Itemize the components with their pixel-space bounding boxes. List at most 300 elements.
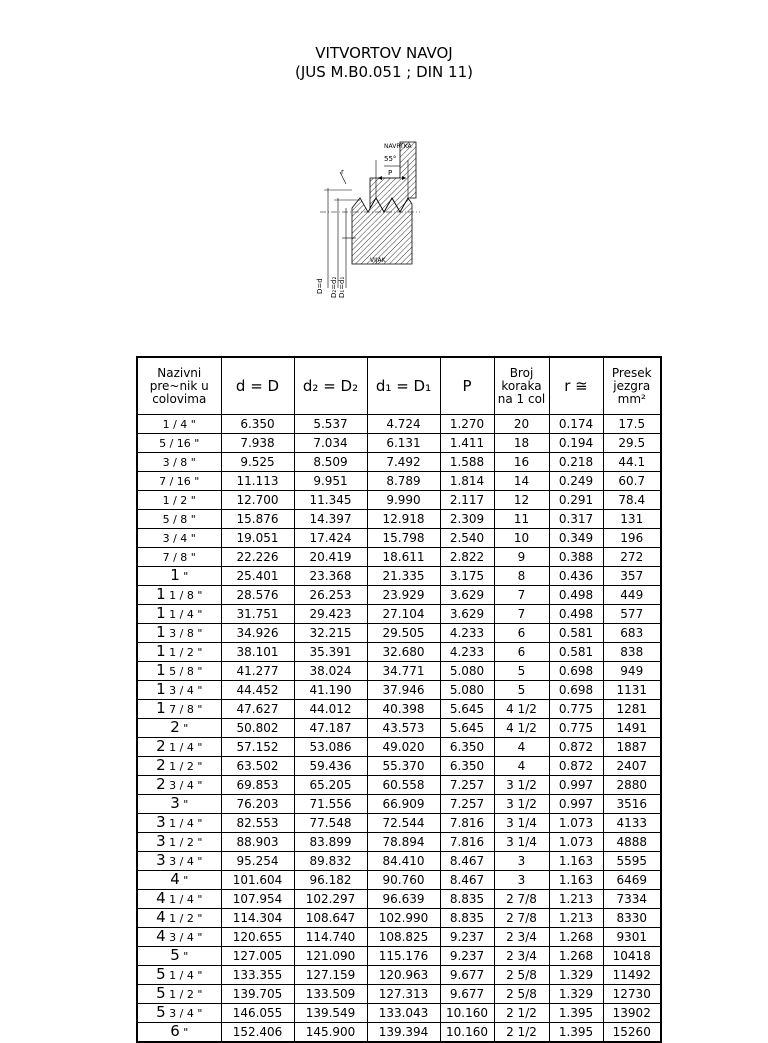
- cell-major-diameter: 57.152: [221, 738, 294, 757]
- table-row: [137, 871, 661, 890]
- cell-threads-per-inch: 2 3/4: [494, 947, 549, 966]
- nominal-whole: 2: [156, 737, 166, 755]
- cell-major-diameter: 34.926: [221, 624, 294, 643]
- cell-radius: 1.163: [549, 871, 603, 890]
- cell-threads-per-inch: 3: [494, 852, 549, 871]
- cell-pitch-diameter: 127.159: [294, 966, 367, 985]
- cell-minor-diameter: 96.639: [367, 890, 440, 909]
- cell-major-diameter: 31.751: [221, 605, 294, 624]
- cell-pitch-diameter: 38.024: [294, 662, 367, 681]
- cell-radius: 1.073: [549, 814, 603, 833]
- cell-radius: 0.775: [549, 700, 603, 719]
- cell-pitch: 8.835: [440, 890, 494, 909]
- cell-pitch: 3.629: [440, 586, 494, 605]
- cell-nominal-size: [137, 947, 221, 966]
- cell-pitch: 5.645: [440, 700, 494, 719]
- cell-pitch: 5.645: [440, 719, 494, 738]
- cell-pitch: 6.350: [440, 738, 494, 757]
- cell-minor-diameter: 115.176: [367, 947, 440, 966]
- nominal-whole: 5: [156, 984, 166, 1002]
- cell-core-area: 2880: [603, 776, 661, 795]
- cell-minor-diameter: 102.990: [367, 909, 440, 928]
- cell-radius: 0.436: [549, 567, 603, 586]
- cell-core-area: 357: [603, 567, 661, 586]
- cell-pitch: 4.233: [440, 624, 494, 643]
- nominal-fraction: 3 / 8 ": [165, 627, 203, 640]
- cell-radius: 1.268: [549, 928, 603, 947]
- cell-minor-diameter: 108.825: [367, 928, 440, 947]
- nominal-whole: 3: [156, 832, 166, 850]
- table-header-row: [137, 357, 661, 415]
- nominal-fraction: 1 / 2 ": [165, 760, 203, 773]
- cell-radius: 0.872: [549, 738, 603, 757]
- cell-pitch-diameter: 77.548: [294, 814, 367, 833]
- cell-pitch-diameter: 65.205: [294, 776, 367, 795]
- cell-pitch: 8.835: [440, 909, 494, 928]
- nominal-whole: 5: [156, 1003, 166, 1021]
- cell-minor-diameter: 15.798: [367, 529, 440, 548]
- cell-nominal-size: [137, 719, 221, 738]
- cell-threads-per-inch: 3 1/2: [494, 776, 549, 795]
- cell-pitch: 7.816: [440, 833, 494, 852]
- cell-minor-diameter: 55.370: [367, 757, 440, 776]
- nominal-fraction: 3 / 4 ": [165, 855, 203, 868]
- cell-nominal-size: [137, 757, 221, 776]
- cell-core-area: 29.5: [603, 434, 661, 453]
- cell-nominal-size: [137, 928, 221, 947]
- nominal-whole: 4: [156, 889, 166, 907]
- table-row: [137, 567, 661, 586]
- cell-minor-diameter: 27.104: [367, 605, 440, 624]
- cell-core-area: 4133: [603, 814, 661, 833]
- cell-radius: 0.698: [549, 662, 603, 681]
- cell-core-area: 15260: [603, 1023, 661, 1043]
- nominal-fraction: 7 / 8 ": [162, 551, 196, 564]
- cell-core-area: 683: [603, 624, 661, 643]
- cell-core-area: 3516: [603, 795, 661, 814]
- cell-nominal-size: [137, 852, 221, 871]
- cell-radius: 1.268: [549, 947, 603, 966]
- label-bolt: VIJAK: [370, 257, 386, 264]
- cell-pitch-diameter: 32.215: [294, 624, 367, 643]
- cell-major-diameter: 95.254: [221, 852, 294, 871]
- label-pitch: P: [388, 169, 393, 177]
- cell-pitch: 5.080: [440, 681, 494, 700]
- cell-pitch-diameter: 102.297: [294, 890, 367, 909]
- cell-radius: 1.329: [549, 985, 603, 1004]
- cell-nominal-size: [137, 738, 221, 757]
- cell-threads-per-inch: 4: [494, 738, 549, 757]
- cell-threads-per-inch: 11: [494, 510, 549, 529]
- cell-nominal-size: [137, 567, 221, 586]
- cell-pitch: 2.309: [440, 510, 494, 529]
- nominal-fraction: 1 / 8 ": [165, 589, 203, 602]
- cell-pitch-diameter: 89.832: [294, 852, 367, 871]
- cell-pitch-diameter: 5.537: [294, 415, 367, 434]
- cell-threads-per-inch: 9: [494, 548, 549, 567]
- cell-minor-diameter: 9.990: [367, 491, 440, 510]
- cell-pitch-diameter: 145.900: [294, 1023, 367, 1043]
- nominal-fraction: 3 / 4 ": [165, 779, 203, 792]
- table-row: [137, 909, 661, 928]
- cell-core-area: 13902: [603, 1004, 661, 1023]
- cell-minor-diameter: 7.492: [367, 453, 440, 472]
- cell-nominal-size: [137, 586, 221, 605]
- nominal-fraction: 7 / 8 ": [165, 703, 203, 716]
- cell-threads-per-inch: 2 1/2: [494, 1023, 549, 1043]
- title-line-1: VITVORTOV NAVOJ: [315, 44, 453, 62]
- cell-core-area: 131: [603, 510, 661, 529]
- cell-nominal-size: [137, 909, 221, 928]
- nominal-whole: 1: [170, 566, 180, 584]
- header-threads-per-inch: Broj koraka na 1 col: [494, 357, 549, 415]
- cell-minor-diameter: 34.771: [367, 662, 440, 681]
- table-row: [137, 1023, 661, 1043]
- nominal-whole: 4: [156, 927, 166, 945]
- cell-threads-per-inch: 16: [494, 453, 549, 472]
- cell-pitch: 6.350: [440, 757, 494, 776]
- header-pitch: P: [440, 357, 494, 415]
- cell-pitch: 7.257: [440, 776, 494, 795]
- table-row: [137, 415, 661, 434]
- table-row: [137, 738, 661, 757]
- nominal-fraction: 1 / 4 ": [165, 608, 203, 621]
- cell-major-diameter: 19.051: [221, 529, 294, 548]
- cell-nominal-size: [137, 643, 221, 662]
- cell-threads-per-inch: 5: [494, 681, 549, 700]
- cell-core-area: 272: [603, 548, 661, 567]
- cell-major-diameter: 47.627: [221, 700, 294, 719]
- cell-pitch-diameter: 35.391: [294, 643, 367, 662]
- cell-pitch-diameter: 41.190: [294, 681, 367, 700]
- cell-radius: 1.213: [549, 890, 603, 909]
- table-row: [137, 453, 661, 472]
- cell-pitch-diameter: 44.012: [294, 700, 367, 719]
- cell-radius: 0.581: [549, 643, 603, 662]
- cell-core-area: 196: [603, 529, 661, 548]
- cell-minor-diameter: 23.929: [367, 586, 440, 605]
- header-radius: r ≅: [549, 357, 603, 415]
- cell-nominal-size: [137, 548, 221, 567]
- cell-minor-diameter: 127.313: [367, 985, 440, 1004]
- cell-minor-diameter: 29.505: [367, 624, 440, 643]
- cell-minor-diameter: 139.394: [367, 1023, 440, 1043]
- table-row: [137, 586, 661, 605]
- cell-radius: 0.872: [549, 757, 603, 776]
- label-nut: NAVRTKA: [384, 143, 412, 150]
- cell-nominal-size: [137, 453, 221, 472]
- table-body: [137, 415, 661, 1043]
- cell-nominal-size: [137, 491, 221, 510]
- cell-radius: 1.163: [549, 852, 603, 871]
- table-row: [137, 795, 661, 814]
- cell-core-area: 949: [603, 662, 661, 681]
- cell-pitch: 3.629: [440, 605, 494, 624]
- cell-core-area: 1131: [603, 681, 661, 700]
- cell-major-diameter: 139.705: [221, 985, 294, 1004]
- table-row: [137, 947, 661, 966]
- cell-core-area: 10418: [603, 947, 661, 966]
- nominal-fraction: ": [179, 1026, 189, 1039]
- nominal-whole: 5: [156, 965, 166, 983]
- table-row: [137, 776, 661, 795]
- cell-pitch: 1.411: [440, 434, 494, 453]
- cell-core-area: 1887: [603, 738, 661, 757]
- cell-pitch: 2.540: [440, 529, 494, 548]
- cell-pitch-diameter: 71.556: [294, 795, 367, 814]
- nominal-fraction: ": [179, 570, 189, 583]
- cell-pitch: 9.677: [440, 985, 494, 1004]
- nominal-fraction: 7 / 16 ": [159, 475, 200, 488]
- thread-profile-diagram: [300, 138, 430, 303]
- cell-pitch-diameter: 114.740: [294, 928, 367, 947]
- nominal-whole: 1: [156, 661, 166, 679]
- cell-nominal-size: [137, 1004, 221, 1023]
- table-row: [137, 491, 661, 510]
- cell-radius: 1.395: [549, 1023, 603, 1043]
- cell-minor-diameter: 4.724: [367, 415, 440, 434]
- cell-radius: 0.174: [549, 415, 603, 434]
- cell-core-area: 78.4: [603, 491, 661, 510]
- cell-core-area: 838: [603, 643, 661, 662]
- cell-core-area: 60.7: [603, 472, 661, 491]
- cell-threads-per-inch: 3 1/4: [494, 833, 549, 852]
- cell-minor-diameter: 21.335: [367, 567, 440, 586]
- cell-core-area: 577: [603, 605, 661, 624]
- cell-minor-diameter: 120.963: [367, 966, 440, 985]
- cell-threads-per-inch: 3 1/2: [494, 795, 549, 814]
- header-major-diameter: d = D: [221, 357, 294, 415]
- cell-pitch-diameter: 20.419: [294, 548, 367, 567]
- nominal-whole: 1: [156, 623, 166, 641]
- cell-threads-per-inch: 4: [494, 757, 549, 776]
- table-row: [137, 700, 661, 719]
- cell-minor-diameter: 66.909: [367, 795, 440, 814]
- table-row: [137, 662, 661, 681]
- nominal-fraction: 3 / 4 ": [165, 1007, 203, 1020]
- cell-major-diameter: 7.938: [221, 434, 294, 453]
- cell-nominal-size: [137, 605, 221, 624]
- cell-nominal-size: [137, 624, 221, 643]
- table-row: [137, 719, 661, 738]
- cell-radius: 1.073: [549, 833, 603, 852]
- table-row: [137, 928, 661, 947]
- bolt-section: [352, 198, 412, 264]
- cell-threads-per-inch: 4 1/2: [494, 700, 549, 719]
- label-radius: r: [341, 168, 344, 176]
- cell-major-diameter: 38.101: [221, 643, 294, 662]
- table-row: [137, 833, 661, 852]
- cell-major-diameter: 11.113: [221, 472, 294, 491]
- cell-major-diameter: 88.903: [221, 833, 294, 852]
- nominal-whole: 3: [170, 794, 180, 812]
- nominal-whole: 4: [156, 908, 166, 926]
- nominal-whole: 1: [156, 585, 166, 603]
- header-core-area: Presek jezgra mm²: [603, 357, 661, 415]
- nominal-whole: 1: [156, 642, 166, 660]
- header-pitch-diameter: d₂ = D₂: [294, 357, 367, 415]
- cell-minor-diameter: 32.680: [367, 643, 440, 662]
- cell-core-area: 11492: [603, 966, 661, 985]
- table-row: [137, 548, 661, 567]
- cell-pitch: 1.588: [440, 453, 494, 472]
- table-row: [137, 681, 661, 700]
- table-row: [137, 757, 661, 776]
- cell-radius: 0.498: [549, 586, 603, 605]
- cell-major-diameter: 6.350: [221, 415, 294, 434]
- cell-major-diameter: 15.876: [221, 510, 294, 529]
- cell-minor-diameter: 60.558: [367, 776, 440, 795]
- cell-pitch-diameter: 23.368: [294, 567, 367, 586]
- cell-major-diameter: 69.853: [221, 776, 294, 795]
- cell-minor-diameter: 90.760: [367, 871, 440, 890]
- nominal-whole: 6: [170, 1022, 180, 1040]
- cell-pitch-diameter: 17.424: [294, 529, 367, 548]
- nominal-whole: 1: [156, 680, 166, 698]
- cell-threads-per-inch: 10: [494, 529, 549, 548]
- nominal-whole: 3: [156, 813, 166, 831]
- cell-minor-diameter: 37.946: [367, 681, 440, 700]
- cell-nominal-size: [137, 776, 221, 795]
- cell-radius: 0.218: [549, 453, 603, 472]
- nominal-fraction: ": [179, 874, 189, 887]
- cell-threads-per-inch: 3 1/4: [494, 814, 549, 833]
- nominal-fraction: 5 / 8 ": [162, 513, 196, 526]
- nominal-fraction: 3 / 8 ": [162, 456, 196, 469]
- table-row: [137, 643, 661, 662]
- cell-pitch: 4.233: [440, 643, 494, 662]
- cell-threads-per-inch: 2 5/8: [494, 985, 549, 1004]
- nominal-fraction: ": [179, 950, 189, 963]
- table-row: [137, 890, 661, 909]
- cell-threads-per-inch: 14: [494, 472, 549, 491]
- cell-pitch: 2.117: [440, 491, 494, 510]
- cell-nominal-size: [137, 1023, 221, 1043]
- cell-major-diameter: 127.005: [221, 947, 294, 966]
- table-row: [137, 624, 661, 643]
- cell-nominal-size: [137, 434, 221, 453]
- cell-major-diameter: 44.452: [221, 681, 294, 700]
- cell-minor-diameter: 8.789: [367, 472, 440, 491]
- cell-pitch: 9.677: [440, 966, 494, 985]
- cell-threads-per-inch: 2 7/8: [494, 909, 549, 928]
- nominal-fraction: 1 / 4 ": [165, 817, 203, 830]
- cell-core-area: 44.1: [603, 453, 661, 472]
- cell-radius: 0.194: [549, 434, 603, 453]
- cell-minor-diameter: 18.611: [367, 548, 440, 567]
- cell-pitch-diameter: 8.509: [294, 453, 367, 472]
- cell-core-area: 1281: [603, 700, 661, 719]
- cell-pitch-diameter: 108.647: [294, 909, 367, 928]
- cell-major-diameter: 28.576: [221, 586, 294, 605]
- nominal-whole: 1: [156, 699, 166, 717]
- nominal-whole: 2: [170, 718, 180, 736]
- cell-radius: 0.349: [549, 529, 603, 548]
- cell-radius: 0.698: [549, 681, 603, 700]
- cell-minor-diameter: 78.894: [367, 833, 440, 852]
- nominal-fraction: ": [179, 798, 189, 811]
- cell-threads-per-inch: 18: [494, 434, 549, 453]
- cell-threads-per-inch: 5: [494, 662, 549, 681]
- nominal-fraction: 5 / 16 ": [159, 437, 200, 450]
- cell-pitch-diameter: 59.436: [294, 757, 367, 776]
- cell-threads-per-inch: 2 1/2: [494, 1004, 549, 1023]
- nominal-fraction: 1 / 2 ": [165, 836, 203, 849]
- cell-threads-per-inch: 20: [494, 415, 549, 434]
- cell-pitch-diameter: 53.086: [294, 738, 367, 757]
- cell-major-diameter: 152.406: [221, 1023, 294, 1043]
- table-row: [137, 1004, 661, 1023]
- label-minor-diameter: D₁=d₁: [338, 276, 346, 298]
- cell-threads-per-inch: 6: [494, 624, 549, 643]
- table-row: [137, 472, 661, 491]
- cell-core-area: 5595: [603, 852, 661, 871]
- nominal-fraction: 1 / 2 ": [165, 646, 203, 659]
- cell-core-area: 2407: [603, 757, 661, 776]
- header-nominal-diameter: Nazivni pre~nik u colovima: [137, 357, 221, 415]
- cell-pitch-diameter: 47.187: [294, 719, 367, 738]
- cell-radius: 0.775: [549, 719, 603, 738]
- nominal-fraction: 1 / 2 ": [165, 988, 203, 1001]
- cell-core-area: 6469: [603, 871, 661, 890]
- cell-minor-diameter: 43.573: [367, 719, 440, 738]
- thread-dimensions-table: [136, 356, 662, 1043]
- nominal-whole: 5: [170, 946, 180, 964]
- cell-threads-per-inch: 2 3/4: [494, 928, 549, 947]
- nominal-whole: 4: [170, 870, 180, 888]
- cell-core-area: 12730: [603, 985, 661, 1004]
- cell-radius: 0.498: [549, 605, 603, 624]
- table-row: [137, 985, 661, 1004]
- cell-major-diameter: 12.700: [221, 491, 294, 510]
- cell-pitch: 1.270: [440, 415, 494, 434]
- cell-major-diameter: 41.277: [221, 662, 294, 681]
- header-minor-diameter: d₁ = D₁: [367, 357, 440, 415]
- cell-major-diameter: 133.355: [221, 966, 294, 985]
- cell-pitch-diameter: 83.899: [294, 833, 367, 852]
- cell-threads-per-inch: 7: [494, 586, 549, 605]
- cell-nominal-size: [137, 510, 221, 529]
- cell-major-diameter: 63.502: [221, 757, 294, 776]
- cell-pitch-diameter: 29.423: [294, 605, 367, 624]
- cell-pitch-diameter: 9.951: [294, 472, 367, 491]
- table-row: [137, 510, 661, 529]
- cell-pitch-diameter: 133.509: [294, 985, 367, 1004]
- cell-threads-per-inch: 6: [494, 643, 549, 662]
- cell-pitch: 7.816: [440, 814, 494, 833]
- document-title: [0, 44, 768, 82]
- cell-core-area: 449: [603, 586, 661, 605]
- cell-threads-per-inch: 2 5/8: [494, 966, 549, 985]
- cell-major-diameter: 82.553: [221, 814, 294, 833]
- cell-nominal-size: [137, 871, 221, 890]
- cell-core-area: 4888: [603, 833, 661, 852]
- cell-core-area: 8330: [603, 909, 661, 928]
- cell-threads-per-inch: 3: [494, 871, 549, 890]
- cell-radius: 0.249: [549, 472, 603, 491]
- nominal-fraction: ": [179, 722, 189, 735]
- cell-threads-per-inch: 7: [494, 605, 549, 624]
- cell-radius: 1.395: [549, 1004, 603, 1023]
- cell-core-area: 1491: [603, 719, 661, 738]
- table-row: [137, 814, 661, 833]
- table-row: [137, 605, 661, 624]
- thread-profile-drawing: [300, 138, 430, 303]
- nominal-whole: 1: [156, 604, 166, 622]
- cell-major-diameter: 76.203: [221, 795, 294, 814]
- cell-pitch: 9.237: [440, 947, 494, 966]
- cell-minor-diameter: 6.131: [367, 434, 440, 453]
